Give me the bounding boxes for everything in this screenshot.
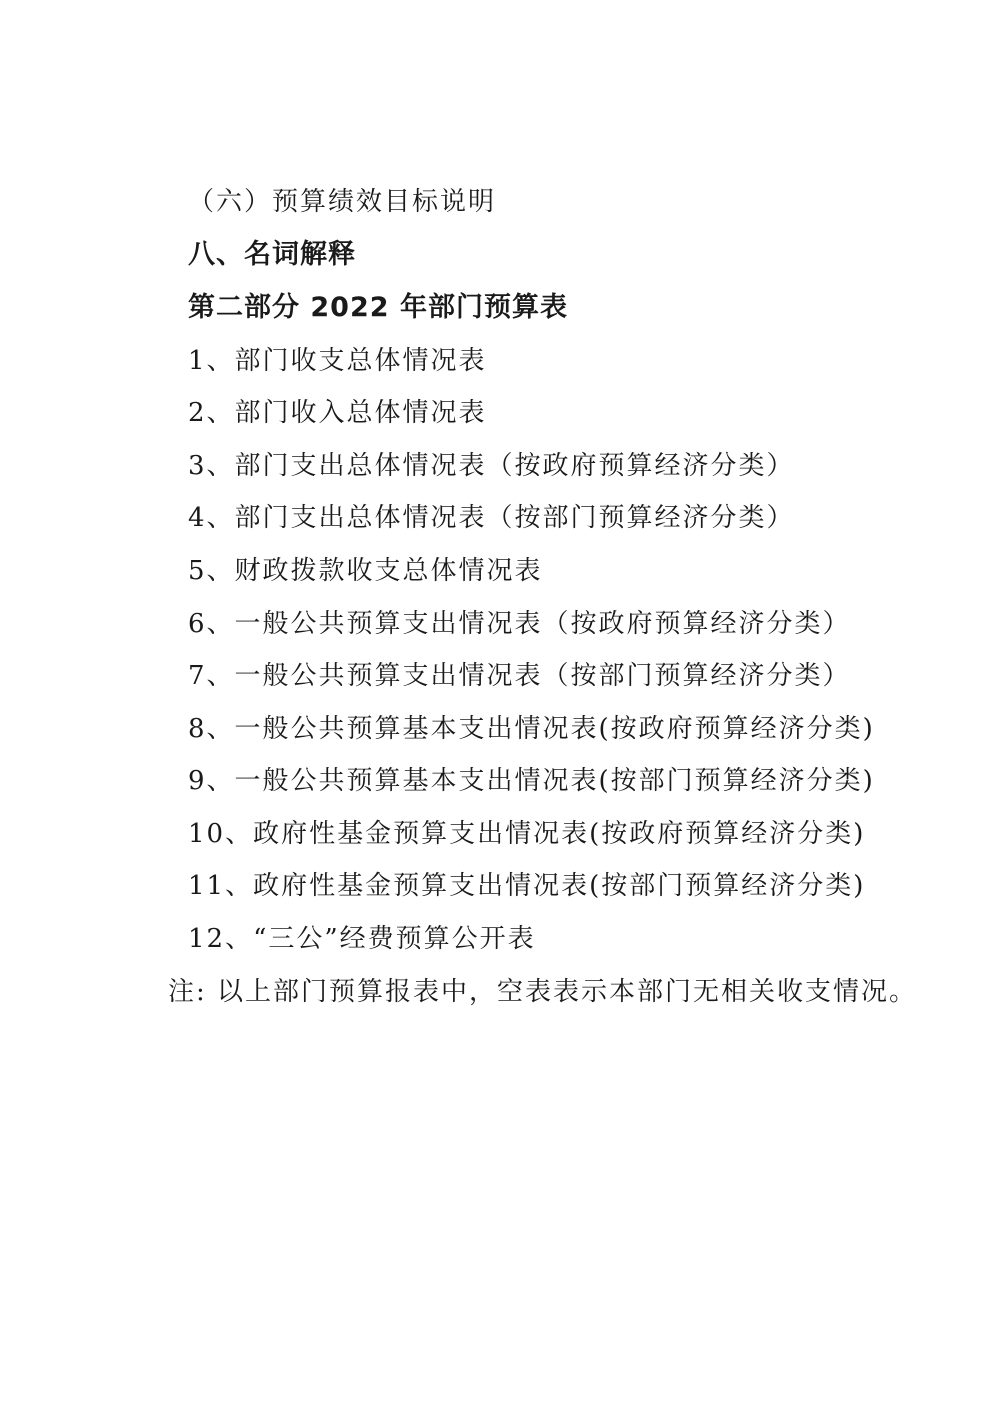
toc-item: 1、部门收支总体情况表 xyxy=(188,346,487,376)
toc-item: 8、一般公共预算基本支出情况表(按政府预算经济分类) xyxy=(188,714,875,744)
toc-item: 5、财政拨款收支总体情况表 xyxy=(188,556,543,586)
footnote: 注: 以上部门预算报表中，空表表示本部门无相关收支情况。 xyxy=(168,977,918,1007)
toc-item: 9、一般公共预算基本支出情况表(按部门预算经济分类) xyxy=(188,766,875,796)
part-title: 第二部分 2022 年部门预算表 xyxy=(188,292,568,323)
section-title: 八、名词解释 xyxy=(188,239,356,270)
toc-item: 12、“三公”经费预算公开表 xyxy=(188,924,536,954)
subsection-title: （六）预算绩效目标说明 xyxy=(188,187,497,217)
toc-item: 10、政府性基金预算支出情况表(按政府预算经济分类) xyxy=(188,819,866,849)
toc-item: 3、部门支出总体情况表（按政府预算经济分类） xyxy=(188,451,795,481)
toc-item: 11、政府性基金预算支出情况表(按部门预算经济分类) xyxy=(188,871,866,901)
toc-item: 2、部门收入总体情况表 xyxy=(188,398,487,428)
toc-item: 4、部门支出总体情况表（按部门预算经济分类） xyxy=(188,503,795,533)
toc-item: 6、一般公共预算支出情况表（按政府预算经济分类） xyxy=(188,609,851,639)
toc-item: 7、一般公共预算支出情况表（按部门预算经济分类） xyxy=(188,661,851,691)
